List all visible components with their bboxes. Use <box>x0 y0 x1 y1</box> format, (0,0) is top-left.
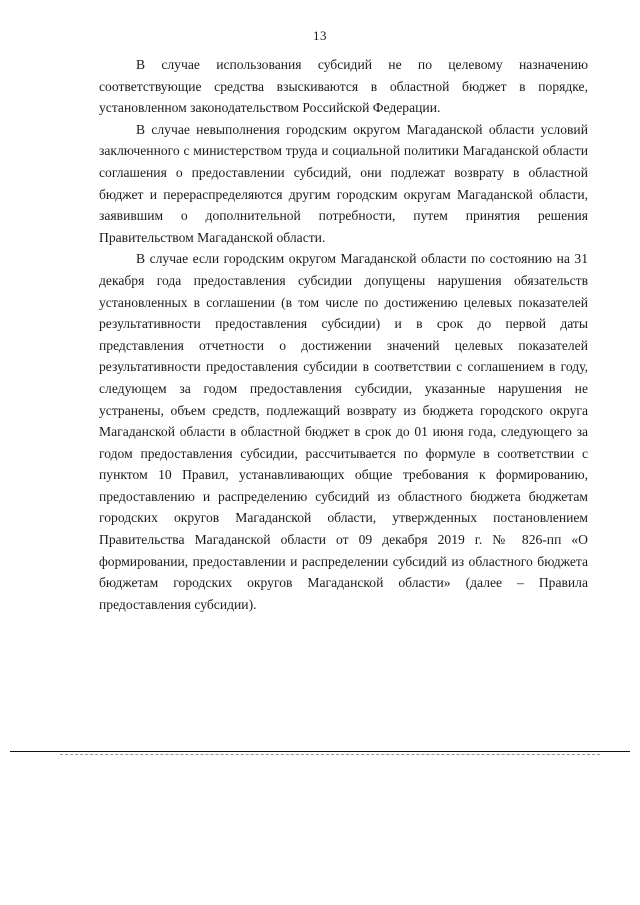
document-body <box>99 54 588 615</box>
footer-divider <box>10 751 630 752</box>
paragraph-violation-of-obligations: В случае если городским округом Магаданской области по состоянию на 31 декабря года предоставления субсидии допущены нарушения обязательств установленных в соглашении (в том числе по достижению целевых показателей результативности предоставления субсидии) и в срок до первой даты представления отчетности о достижении значений целевых показателей результативности предоставления субсидии в соответствии с соглашением в году, следующем за годом предоставления субсидии, указанные нарушения не устранены, объем средств, подлежащий возврату из бюджета городского округа Магаданской области в областной бюджет в срок до 01 июня года, следующего за годом предоставления субсидии, рассчитывается по формуле в соответствии с пунктом 10 Правил, устанавливающих общие требования к формированию, предоставлению и распределению субсидий из областного бюджета бюджетам городских округов Магаданской области, утвержденных постановлением Правительства Магаданской области от 09 декабря 2019 г. № 826-пп «О формировании, предоставлении и распределении субсидий из областного бюджета бюджетам городских округов Магаданской области» (далее – Правила предоставления субсидии). <box>99 251 588 612</box>
paragraph-misuse-of-subsidies: В случае использования субсидий не по целевому назначению соответствующие средства взыскиваются в областной бюджет в порядке, установленном законодательством Российской Федерации. <box>99 57 588 116</box>
page-number: 13 <box>313 28 327 43</box>
footer-divider-shadow <box>60 754 600 755</box>
paragraph-non-fulfillment-of-conditions: В случае невыполнения городским округом Магаданской области условий заключенного с министерством труда и социальной политики Магаданской области соглашения о предоставлении субсидий, они подлежат возврату в областной бюджет и перераспределяются другим городским округам Магаданской области, заявившим о дополнительной потребности, путем принятия решения Правительством Магаданской области. <box>99 121 588 245</box>
